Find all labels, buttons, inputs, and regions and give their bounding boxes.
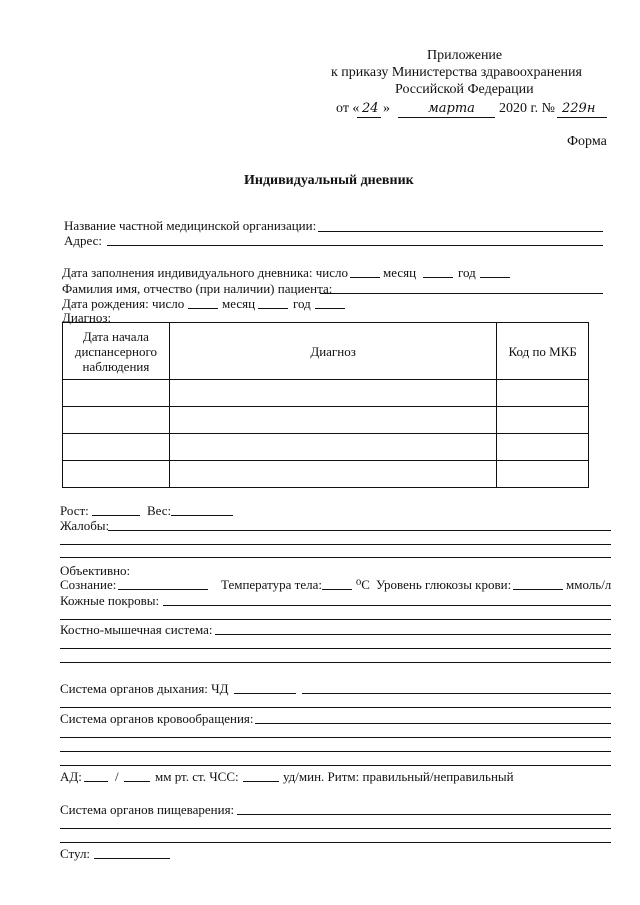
fill-month-field[interactable] (423, 277, 453, 278)
col-start-date: Дата начала диспансерного наблюдения (63, 323, 170, 380)
hr-unit: уд/мин. Ритм: правильный/неправильный (283, 769, 514, 784)
digestive-line[interactable] (60, 828, 611, 829)
fill-year-field[interactable] (480, 277, 510, 278)
col-diagnosis: Диагноз (169, 323, 496, 380)
order-year: 2020 г. № (499, 101, 556, 116)
temperature-field[interactable] (322, 589, 352, 590)
birth-year-field[interactable] (315, 308, 345, 309)
height-field[interactable] (92, 515, 140, 516)
order-month: марта (428, 101, 475, 116)
date-close-quote: » (383, 101, 390, 116)
diagnoses-label: Диагноз: (62, 310, 112, 325)
org-name-label: Название частной медицинской организации: (64, 218, 317, 233)
fill-month-label: месяц (383, 265, 417, 280)
table-row[interactable] (63, 380, 589, 407)
birth-month-field[interactable] (258, 308, 288, 309)
circulatory-label: Система органов кровообращения: (60, 711, 254, 726)
org-name-field[interactable] (318, 231, 603, 232)
date-prefix: от « (336, 101, 360, 116)
table-row[interactable] (63, 407, 589, 434)
musculoskeletal-label: Костно-мышечная система: (60, 622, 213, 637)
bp-systolic-field[interactable] (84, 781, 108, 782)
complaints-line[interactable] (60, 544, 611, 545)
height-label: Рост: (60, 503, 89, 518)
musculoskeletal-line[interactable] (60, 648, 611, 649)
bp-diastolic-field[interactable] (124, 781, 150, 782)
circulatory-line[interactable] (60, 751, 611, 752)
address-field[interactable] (107, 245, 603, 246)
appendix-label: Приложение (427, 48, 503, 63)
respiratory-rate-field[interactable] (234, 693, 296, 694)
digestive-line[interactable] (60, 842, 611, 843)
complaints-line[interactable] (60, 557, 611, 558)
patient-name-field[interactable] (320, 293, 603, 294)
order-day: 24 (362, 101, 379, 116)
skin-field[interactable] (163, 605, 611, 606)
birth-day-field[interactable] (188, 308, 218, 309)
table-header-row (63, 323, 589, 380)
birth-year-label: год (293, 296, 311, 311)
bp-unit: мм рт. ст. ЧСС: (155, 769, 239, 784)
consciousness-field[interactable] (118, 589, 208, 590)
musculoskeletal-line[interactable] (60, 662, 611, 663)
bp-separator: / (115, 769, 119, 784)
circulatory-field[interactable] (255, 723, 611, 724)
respiratory-line[interactable] (60, 707, 611, 708)
circulatory-line[interactable] (60, 765, 611, 766)
col-icd-code: Код по МКБ (497, 323, 589, 380)
glucose-field[interactable] (513, 589, 563, 590)
federation-line: Российской Федерации (395, 82, 534, 97)
circulatory-line[interactable] (60, 737, 611, 738)
patient-name-label: Фамилия имя, отчество (при наличии) пациента: (62, 281, 333, 296)
table-row[interactable] (63, 461, 589, 488)
order-line: к приказу Министерства здравоохранения (331, 65, 582, 80)
respiratory-field[interactable] (302, 693, 611, 694)
stool-label: Стул: (60, 846, 91, 861)
page-title: Индивидуальный дневник (244, 173, 414, 188)
objective-label: Объективно: (60, 563, 131, 578)
form-label: Форма (567, 134, 607, 149)
address-label: Адрес: (64, 233, 102, 248)
fill-day-field[interactable] (350, 277, 380, 278)
order-number: 229н (562, 101, 596, 116)
respiratory-label: Система органов дыхания: ЧД (60, 681, 229, 696)
hr-field[interactable] (243, 781, 279, 782)
stool-field[interactable] (94, 858, 170, 859)
glucose-unit: ммоль/л (566, 577, 612, 592)
temperature-unit: ⁰С (356, 577, 370, 592)
diagnosis-table (62, 322, 589, 488)
table-row[interactable] (63, 434, 589, 461)
digestive-label: Система органов пищеварения: (60, 802, 235, 817)
skin-line[interactable] (60, 619, 611, 620)
weight-field[interactable] (171, 515, 233, 516)
digestive-field[interactable] (237, 814, 611, 815)
skin-label: Кожные покровы: (60, 593, 160, 608)
birth-month-label: месяц (222, 296, 256, 311)
glucose-label: Уровень глюкозы крови: (376, 577, 512, 592)
birth-date-label: Дата рождения: число (62, 296, 185, 311)
fill-year-label: год (458, 265, 476, 280)
weight-label: Вес: (147, 503, 172, 518)
musculoskeletal-field[interactable] (215, 634, 611, 635)
complaints-label: Жалобы: (60, 518, 110, 533)
bp-label: АД: (60, 769, 82, 784)
temperature-label: Температура тела: (221, 577, 322, 592)
consciousness-label: Сознание: (60, 577, 117, 592)
fill-date-label: Дата заполнения индивидуального дневника: число (62, 265, 348, 280)
complaints-field[interactable] (108, 530, 611, 531)
